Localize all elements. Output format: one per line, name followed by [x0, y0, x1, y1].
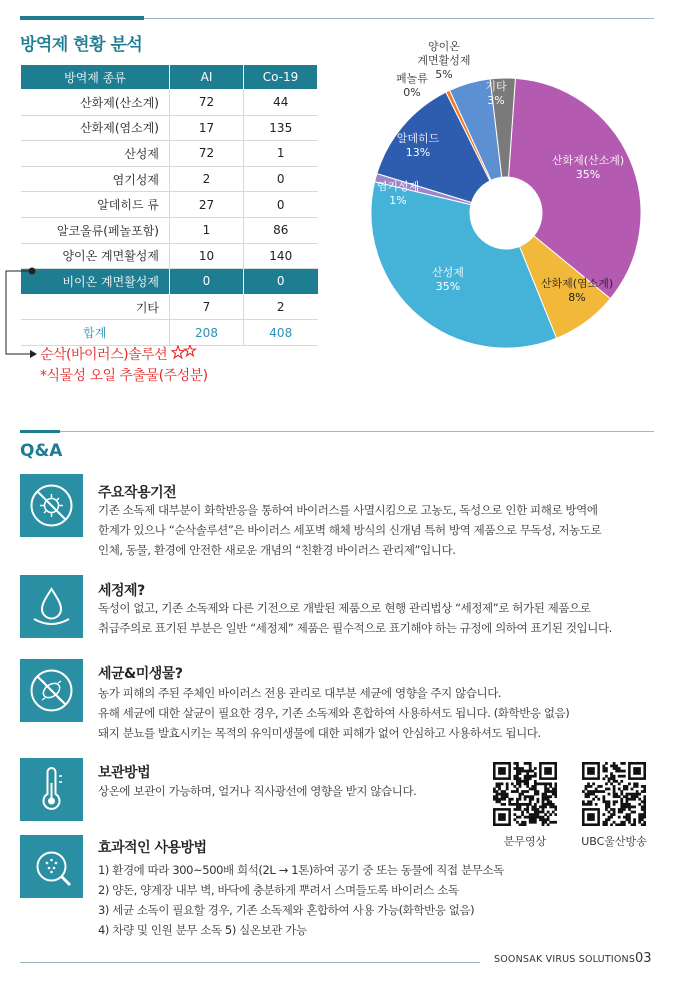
- section-title: 방역제 현황 분석: [20, 35, 143, 55]
- pie-label-6: 양이온 계면활성제 5%: [417, 40, 471, 81]
- qa-heading-usage: 효과적인 사용방법: [98, 840, 207, 856]
- footer-brand: SOONSAK VIRUS SOLUTIONS: [494, 954, 636, 965]
- qr-caption-broadcast: UBC울산방송: [581, 835, 647, 848]
- pie-label-4: 알데히드 13%: [396, 132, 440, 159]
- table-row: 염기성제 2 0: [21, 166, 318, 192]
- qa-text-storage: 상온에 보관이 가능하며, 얼거나 직사광선에 영향을 받지 않습니다.: [98, 784, 417, 798]
- qa-rule-accent: [20, 430, 60, 433]
- qa-heading-microbe: 세균&미생물?: [98, 666, 183, 682]
- qa-text-mechanism: 기존 소독제 대부분이 화학반응을 통하여 바이러스를 사멸시킴으로 고농도, 독성으로 인한 피해로 방역에 한계가 있으나 “순삭솔루션”은 바이러스 세포벽 해체 방식의 신개념 특허 방역 제품으로 무독성, 저농도로 인체, 동물, 환경에 안전한 새로운 개념의 “친환경 바이러스 관리제”입니다.: [98, 503, 602, 557]
- qa-text-microbe: 농가 피해의 주된 주체인 바이러스 전용 관리로 대부분 세균에 영향을 주지 않습니다. 유해 세균에 대한 살균이 필요한 경우, 기존 소독제와 혼합하여 사용하셔도 됩니다. (화학반응 없음) 돼지 분뇨를 발효시키는 목적의 유익미생물에 대한 피해가 없어 안심하고 사용하셔도 됩니다.: [98, 686, 570, 740]
- footer-rule: [20, 962, 480, 963]
- qr-caption-video: 분무영상: [503, 835, 547, 848]
- bacteria-block-icon: [20, 659, 83, 722]
- pie-label-7: 기타 3%: [485, 80, 507, 107]
- col-header-co19: Co-19: [244, 65, 318, 90]
- pie-label-5: 페놀류 0%: [396, 72, 428, 99]
- note-solution: [40, 344, 197, 364]
- page-number: 03: [635, 951, 652, 966]
- table-row: 산화제(염소계) 17 135: [21, 115, 318, 141]
- qr-code-video[interactable]: [493, 762, 557, 826]
- table-row: 알코올류(페놀포함) 1 86: [21, 217, 318, 243]
- qa-text-usage: 1) 환경에 따라 300~500배 희석(2L → 1톤)하여 공기 중 또는 동물에 직접 분무소독 2) 양돈, 양계장 내부 벽, 바닥에 충분하게 뿌려서 스며들도록 바이러스 소독 3) 세균 소독이 필요할 경우, 기존 소독제와 혼합하여 사용 가능(화학반응 없음) 4) 차량 및 인원 분무 소독 5) 실온보관 가능: [98, 863, 504, 937]
- qa-title: Q&A: [20, 441, 63, 461]
- table-row-other: 기타 7 2: [21, 294, 318, 320]
- qa-text-cleaner: 독성이 없고, 기존 소독제와 다른 기전으로 개발된 제품으로 현행 관리법상 “세정제”로 허가된 제품으로 취급주의로 표기된 부분은 일반 “세정제” 제품은 필수적으로 표기해야 하는 규정에 의하여 표기된 것입니다.: [98, 601, 612, 635]
- pie-label-2: 산성제 35%: [432, 266, 464, 293]
- spray-icon: [20, 835, 83, 898]
- table-row: 양이온 계면활성제 10 140: [21, 243, 318, 269]
- thermometer-icon: [20, 758, 83, 821]
- qa-heading-cleaner: 세정제?: [98, 583, 145, 599]
- col-header-type: 방역제 종류: [21, 65, 170, 90]
- disinfectant-donut-chart: [360, 30, 660, 350]
- qr-code-broadcast[interactable]: [582, 762, 646, 826]
- water-drop-icon: [20, 575, 83, 638]
- table-row-total: 합계 208 408: [21, 320, 318, 346]
- table-row: 알데히드 류 27 0: [21, 192, 318, 218]
- pie-label-1: 산화제(염소계) 8%: [540, 277, 614, 304]
- note-solution-text: 순삭(바이러스)솔루션: [40, 347, 168, 363]
- virus-block-icon: [20, 474, 83, 537]
- pie-label-0: 산화제(산소계) 35%: [551, 154, 625, 181]
- qa-heading-mechanism: 주요작용기전: [98, 485, 177, 501]
- col-header-ai: AI: [170, 65, 244, 90]
- table-row-highlight: 비이온 계면활성제 0 0: [21, 269, 318, 295]
- qa-heading-storage: 보관방법: [98, 765, 151, 781]
- note-ingredient: *식물성 오일 추출물(주성분): [40, 368, 208, 384]
- table-row: 산성제 72 1: [21, 141, 318, 167]
- star-mark-icon: [171, 345, 197, 361]
- qa-rule: [20, 431, 654, 432]
- pie-label-3: 염기성제 1%: [376, 180, 420, 207]
- table-row: 산화제(산소계) 72 44: [21, 90, 318, 116]
